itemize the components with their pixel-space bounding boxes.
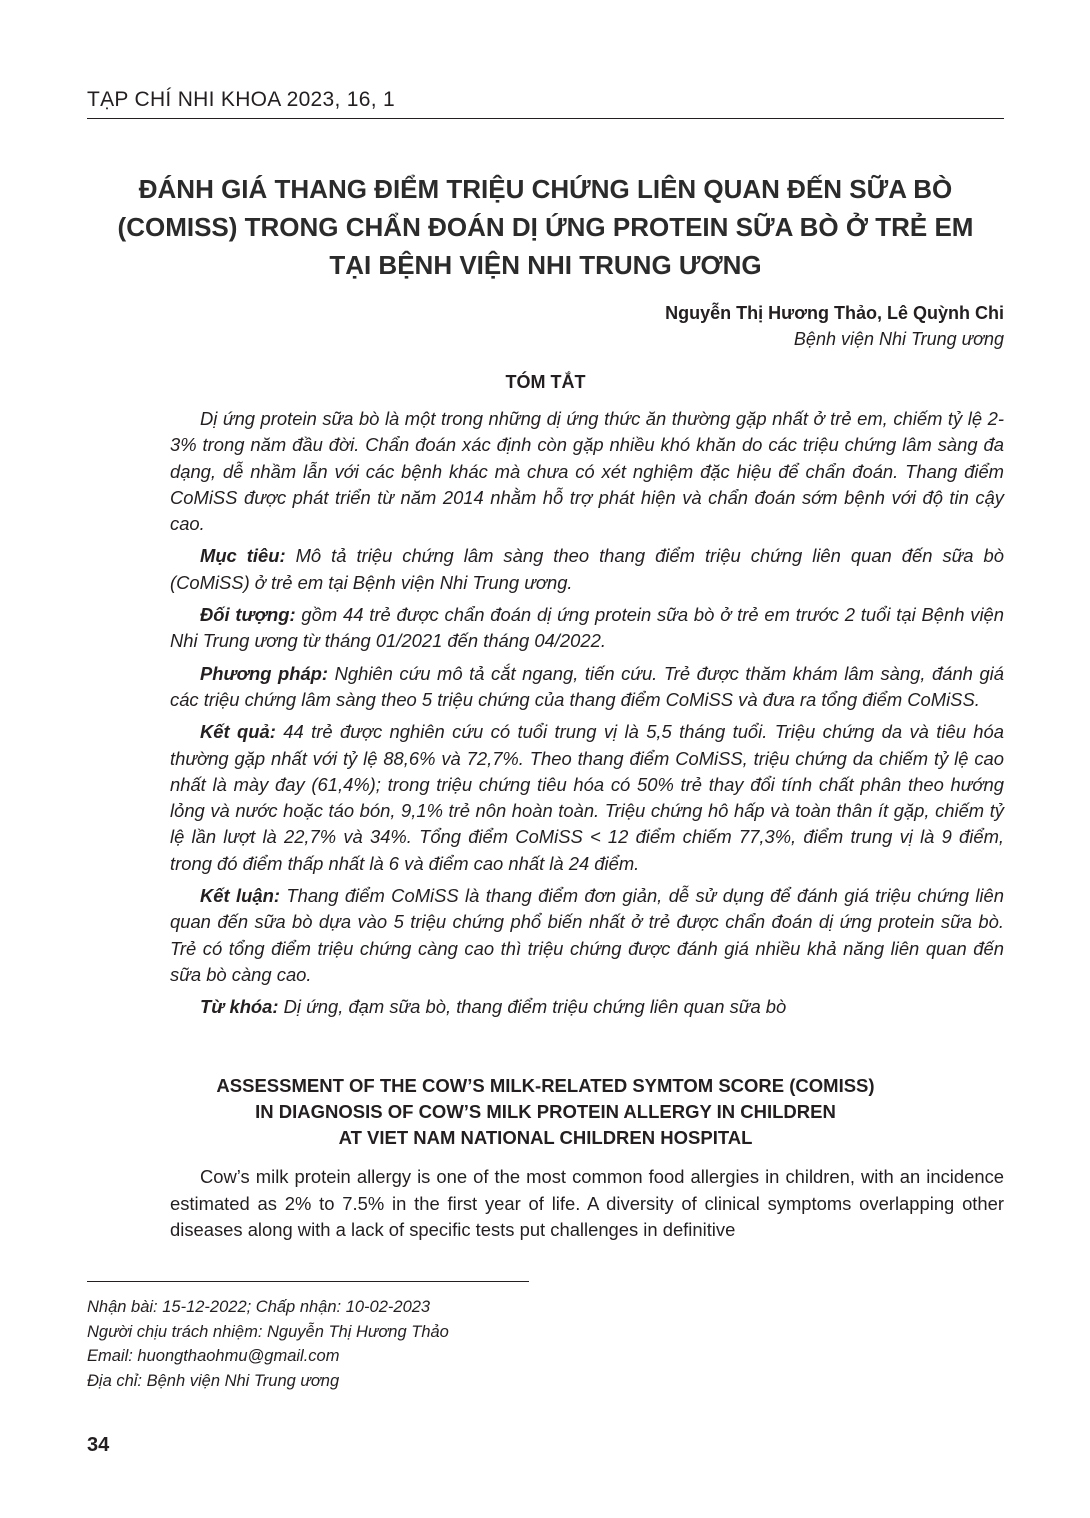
- abstract-subjects: [170, 602, 1004, 655]
- affiliation: Bệnh viện Nhi Trung ương: [793, 329, 1004, 349]
- results-label: Kết quả:: [200, 721, 276, 743]
- abstract-heading: TÓM TẮT: [505, 372, 586, 392]
- article-title: [87, 170, 1004, 284]
- english-title-line: AT VIET NAM NATIONAL CHILDREN HOSPITAL: [338, 1127, 753, 1148]
- footnote-received: Nhận bài: 15-12-2022; Chấp nhận: 10-02-2023: [87, 1298, 431, 1316]
- methods-text: Nghiên cứu mô tả cắt ngang, tiến cứu. Trẻ được thăm khám lâm sàng, đánh giá các triệu chứng lâm sàng theo 5 triệu chứng của thang điểm CoMiSS và đưa ra tổng điểm CoMiSS.: [170, 662, 1004, 710]
- authors: Nguyễn Thị Hương Thảo, Lê Quỳnh Chi: [665, 303, 1004, 323]
- footnote-responsible: Người chịu trách nhiệm: Nguyễn Thị Hương Thảo: [87, 1322, 449, 1341]
- results-text: 44 trẻ được nghiên cứu có tuổi trung vị là 5,5 tháng tuổi. Triệu chứng da và tiêu hóa thường gặp nhất với tỷ lệ 88,6% và 72,7%. Theo thang điểm CoMiSS, triệu chứng da chiếm tỷ lệ cao nhất là mày đay (61,4%); trong triệu chứng tiêu hóa có 50% trẻ thay đổi tính chất phân theo hướng lỏng và nước hoặc táo bón, 9,1% trẻ nôn hoàn toàn. Triệu chứng hô hấp và toàn thân ít gặp, chiếm tỷ lệ lần lượt là 22,7% và 34%. Tổng điểm CoMiSS < 12 điểm chiếm 77,3%, điểm trung vị là 9 điểm, trong đó điểm thấp nhất là 6 và điểm cao nhất là 24 điểm.: [170, 721, 1004, 874]
- abstract-keywords: [170, 994, 1004, 1020]
- conclusion-text: Thang điểm CoMiSS là thang điểm đơn giản, dễ sử dụng để đánh giá triệu chứng liên quan đến sữa bò dựa vào 5 triệu chứng phổ biến nhất ở trẻ được chẩn đoán dị ứng protein sữa bò. Trẻ có tổng điểm triệu chứng càng cao thì triệu chứng được đánh giá nhiều khả năng liên quan đến sữa bò càng cao.: [170, 885, 1004, 985]
- title-line: TẠI BỆNH VIỆN NHI TRUNG ƯƠNG: [329, 250, 762, 280]
- english-title-line: IN DIAGNOSIS OF COW’S MILK PROTEIN ALLERGY IN CHILDREN: [255, 1101, 836, 1122]
- footnote-address: Địa chỉ: Bệnh viện Nhi Trung ương: [87, 1371, 340, 1390]
- abstract-intro: Dị ứng protein sữa bò là một trong những dị ứng thức ăn thường gặp nhất ở trẻ em, chiếm tỷ lệ 2-3% trong năm đầu đời. Chẩn đoán xác định còn gặp nhiều khó khăn do các triệu chứng lâm sàng đa dạng, dễ nhầm lẫn với các bệnh khác mà chưa có xét nghiệm đặc hiệu để chẩn đoán. Thang điểm CoMiSS được phát triển từ năm 2014 nhằm hỗ trợ phát hiện và chẩn đoán sớm bệnh với độ tin cậy cao.: [170, 408, 1004, 535]
- abstract-objective: [170, 543, 1004, 596]
- keywords-label: Từ khóa:: [200, 996, 279, 1018]
- footnote-email: Email: huongthaohmu@gmail.com: [87, 1347, 340, 1365]
- title-line: (COMISS) TRONG CHẨN ĐOÁN DỊ ỨNG PROTEIN SỮA BÒ Ở TRẺ EM: [117, 212, 974, 242]
- subjects-text: gồm 44 trẻ được chẩn đoán dị ứng protein sữa bò ở trẻ em trước 2 tuổi tại Bệnh viện Nhi Trung ương từ tháng 01/2021 đến tháng 04/2022.: [170, 604, 1004, 652]
- abstract-conclusion: [170, 883, 1004, 988]
- english-title-line: ASSESSMENT OF THE COW’S MILK-RELATED SYMTOM SCORE (COMISS): [216, 1075, 875, 1096]
- objective-text: Mô tả triệu chứng lâm sàng theo thang điểm triệu chứng liên quan đến sữa bò (CoMiSS) ở trẻ em tại Bệnh viện Nhi Trung ương.: [170, 545, 1004, 593]
- abstract-results: [170, 719, 1004, 877]
- footnote-divider: [87, 1281, 529, 1282]
- page-number: 34: [87, 1434, 110, 1456]
- english-title: [87, 1073, 1004, 1151]
- subjects-label: Đối tượng:: [200, 604, 296, 626]
- title-line: ĐÁNH GIÁ THANG ĐIỂM TRIỆU CHỨNG LIÊN QUAN ĐẾN SỮA BÒ: [138, 174, 953, 204]
- english-intro: Cow’s milk protein allergy is one of the most common food allergies in children, with an incidence estimated as 2% to 7.5% in the first year of life. A diversity of clinical symptoms overlapping other diseases along with a lack of specific tests put challenges in definitive: [170, 1166, 1004, 1240]
- footnotes: [87, 1295, 687, 1393]
- conclusion-label: Kết luận:: [200, 885, 280, 907]
- keywords-text: Dị ứng, đạm sữa bò, thang điểm triệu chứng liên quan sữa bò: [278, 996, 787, 1018]
- methods-label: Phương pháp:: [200, 662, 329, 684]
- journal-header: TẠP CHÍ NHI KHOA 2023, 16, 1: [87, 88, 1004, 119]
- objective-label: Mục tiêu:: [200, 545, 286, 567]
- abstract-methods: [170, 661, 1004, 714]
- abstract-vietnamese: [170, 406, 1004, 1027]
- abstract-english: [170, 1164, 1004, 1244]
